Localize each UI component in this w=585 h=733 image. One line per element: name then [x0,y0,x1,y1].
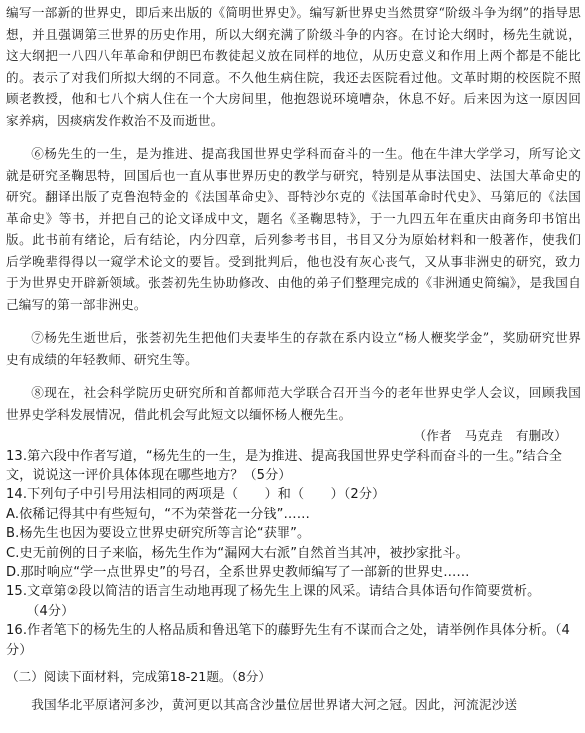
next-passage-first-line: 我国华北平原诸河多沙，黄河更以其高含沙量位居世界诸大河之冠。因此，河流泥沙送 [31,696,518,712]
section-heading-2: （二）阅读下面材料，完成第18-21题。（8分） [6,668,271,684]
question-14-option-a: A.依稀记得其中有些短句，“不为荣誉花一分钱”…… [6,506,310,522]
question-15 [6,582,581,621]
article-body [6,2,581,447]
question-15-score: （4分） [26,603,75,619]
article-paragraph-7: ⑦杨先生逝世后，张荟初先生把他们夫妻毕生的存款在系内设立“杨人楩奖学金”，奖励研究世界史有成绩的年轻教师、研究生等。 [6,330,581,367]
questions-block [6,447,581,660]
article-paragraph-5-continued: 编写一部新的世界史，即后来出版的《简明世界史》。编写新世界史当然贯穿“阶级斗争为纲”的指导思想，并且强调第三世界的历史作用，所以大纲充满了阶级斗争的内容。在讨论大纲时，杨先生就说，这大纲把一八四八年革命和伊朗巴布教徒起义放在同样的地位，从历史意义和作用上两个都是不能比的。表示了对我们所拟大纲的不同意。不久他生病住院，我还去医院看过他。文革时期的校医院不照顾老教授，他和七八个病人住在一个大房间里，他抱怨说环境嘈杂，休息不好。后来因为这一原因回家养病，因痰病发作救治不及而逝世。 [6,5,581,128]
question-13: 13.第六段中作者写道，“杨先生的一生，是为推进、提高我国世界史学科而奋斗的一生。”结合全文，说说这一评价具体体现在哪些地方？（5分） [6,448,563,483]
question-14-option-d: D.那时响应“学一点世界史”的号召，全系世界史教师编写了一部新的世界史…… [6,564,470,580]
article-paragraph-8: ⑧现在，社会科学院历史研究所和首都师范大学联合召开当今的老年世界史学人会议，回顾我国世界史学科发展情况，借此机会写此短文以缅怀杨人楩先生。 [6,385,581,422]
question-14: 14.下列句子中引号用法相同的两项是（ ）和（ ）（2分） [6,487,386,503]
question-14-option-c: C.史无前例的日子来临，杨先生作为“漏网大右派”自然首当其冲，被抄家批斗。 [6,545,469,561]
article-paragraph-6: ⑥杨先生的一生，是为推进、提高我国世界史学科而奋斗的一生。他在牛津大学学习，所写论文就是研究圣鞠思特，回国后也一直从事世界历史的教学与研究，特别是从事法国史、法国大革命史的研究。翻译出版了克鲁泡特金的《法国革命史》、哥特沙尔克的《法国革命时代史》、马第厄的《法国革命史》等书，并把自己的论文译成中文，题名《圣鞠思特》，于一九四五年在重庆由商务印书馆出版。此书前有绪论，后有结论，内分四章，后列参考书目，书目又分为原始材料和一般著作，使我们后学晚辈得得以一窥学术论文的要旨。受到批判后，他也没有灰心丧气，又从事非洲史的研究，致力于为世界史开辟新领域。张荟初先生协助修改、由他的弟子们整理完成的《非洲通史简编》，是我国自己编写的第一部非洲史。 [6,146,581,312]
question-15-text: 15.文章第②段以简洁的语言生动地再现了杨先生上课的风采。请结合具体语句作简要赏析。 [6,584,541,600]
article-byline: （作者 马克垚 有删改） [413,428,567,443]
question-16: 16.作者笔下的杨先生的人格品质和鲁迅笔下的藤野先生有不谋而合之处，请举例作具体分析。（4分） [6,623,570,658]
question-14-option-b: B.杨先生也因为要设立世界史研究所等言论“获罪”。 [6,526,311,542]
